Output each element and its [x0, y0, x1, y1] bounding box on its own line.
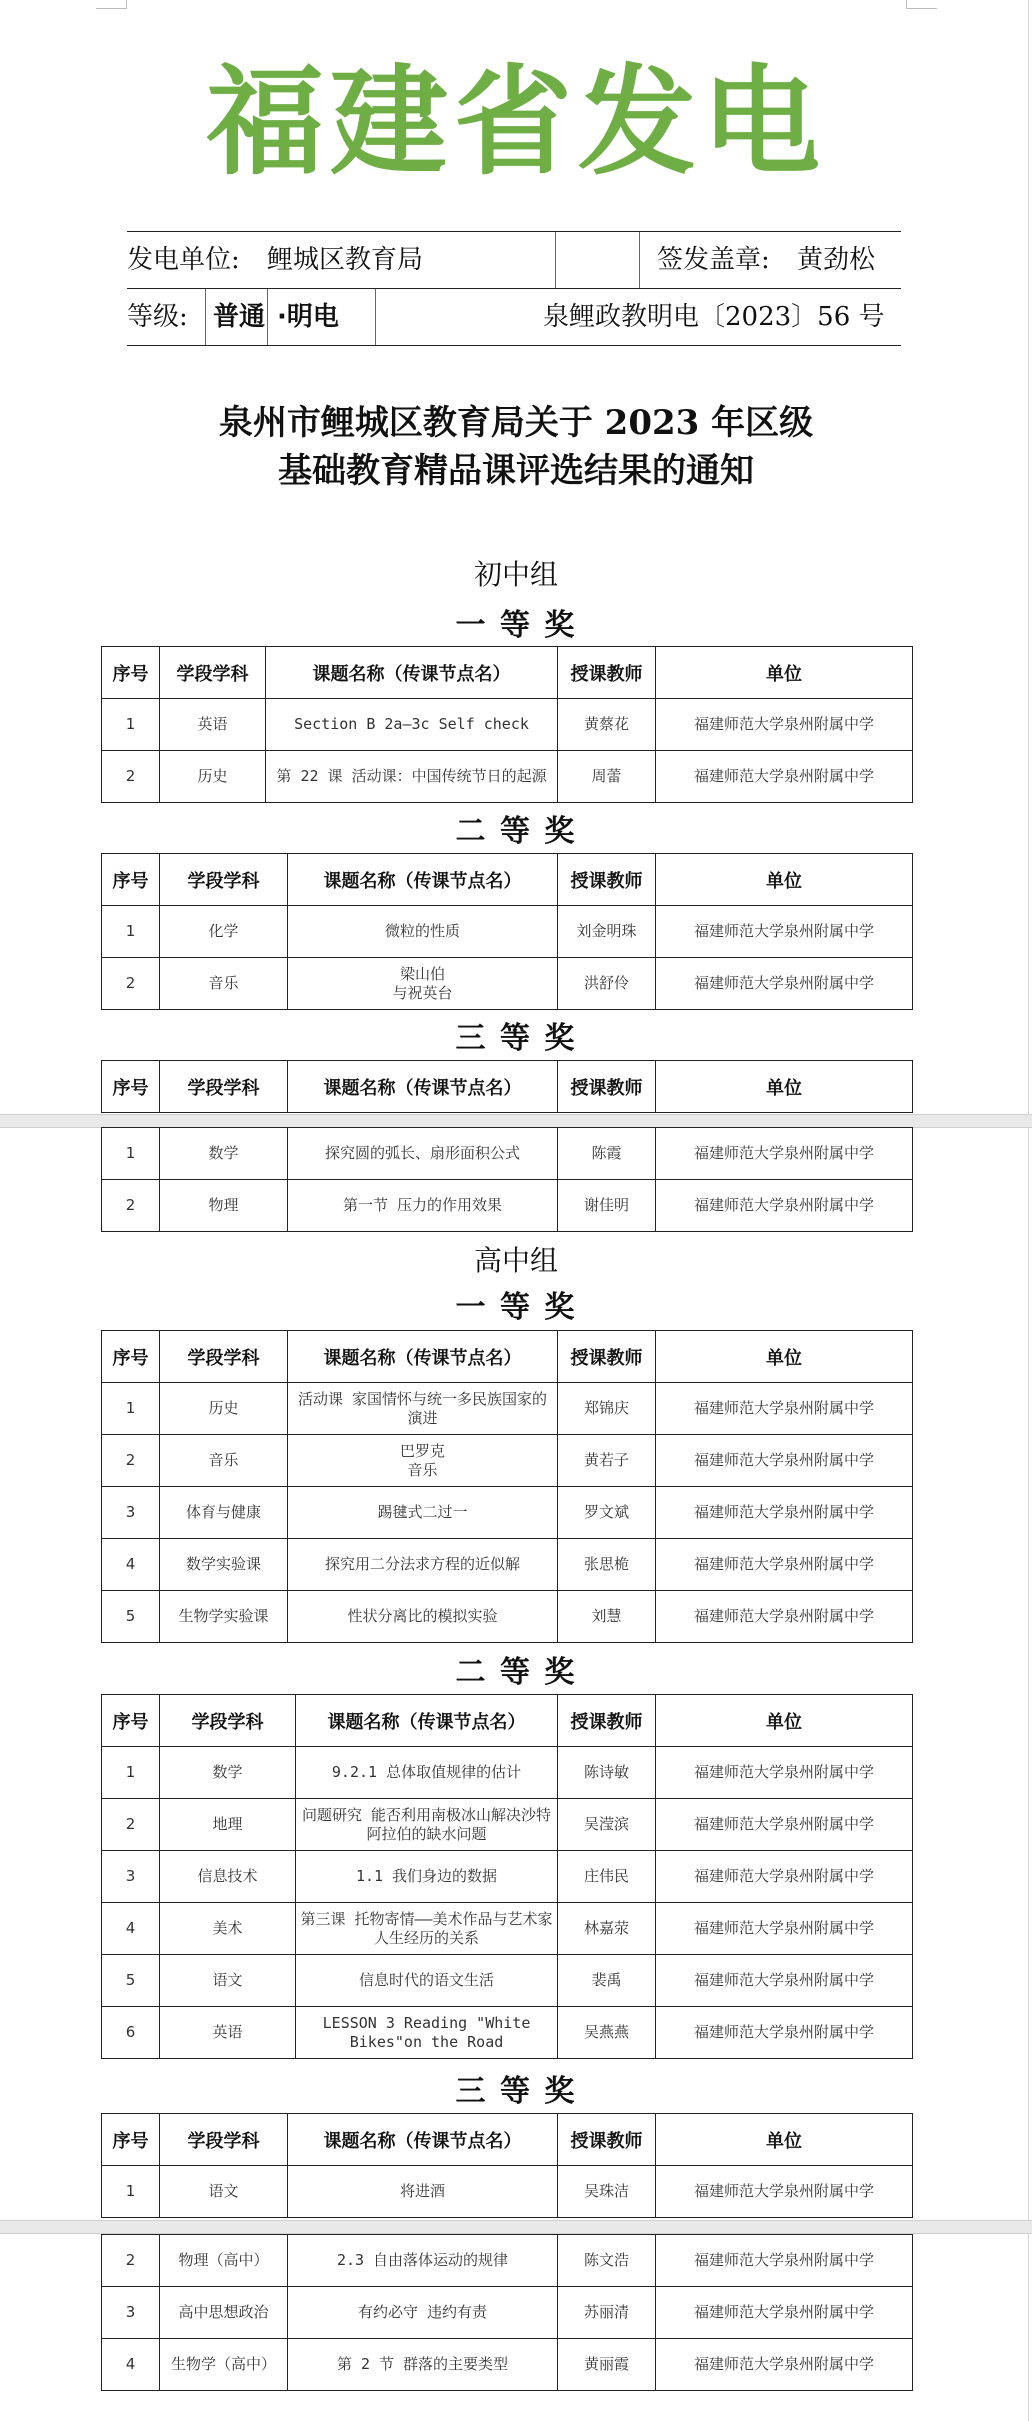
- cell-index: 6: [102, 2007, 160, 2059]
- cell-unit: 福建师范大学泉州附属中学: [656, 1851, 913, 1903]
- award-heading-first: 一 等 奖: [455, 1290, 577, 1325]
- cell-index: 1: [102, 2166, 160, 2218]
- cell-teacher: 黄若子: [558, 1435, 656, 1487]
- cell-index: 5: [102, 1591, 160, 1643]
- page-corner-mark: [96, 0, 127, 9]
- cell-subject: 信息技术: [160, 1851, 296, 1903]
- cell-topic: 有约必守 违约有责: [288, 2287, 558, 2339]
- table-row: [102, 2339, 913, 2391]
- cell-teacher: 罗文斌: [558, 1487, 656, 1539]
- cell-unit: 福建师范大学泉州附属中学: [656, 2166, 913, 2218]
- table-junior-second: [101, 853, 913, 1010]
- cell-index: 1: [102, 906, 160, 958]
- cell-subject: 美术: [160, 1903, 296, 1955]
- table-row: [102, 1128, 913, 1180]
- col-header-subject: 学段学科: [160, 2114, 288, 2166]
- cell-teacher: 陈诗敏: [558, 1747, 656, 1799]
- cell-subject: 英语: [160, 2007, 296, 2059]
- doc-title-line1: 泉州市鲤城区教育局关于 2023 年区级: [218, 403, 814, 443]
- table-row: [102, 1180, 913, 1232]
- cell-index: 2: [102, 2235, 160, 2287]
- level-value: 普通: [213, 302, 266, 332]
- cell-unit: 福建师范大学泉州附属中学: [656, 1747, 913, 1799]
- cell-teacher: 黄丽霞: [558, 2339, 656, 2391]
- table-senior-third-a: [101, 2113, 913, 2218]
- cell-topic: 将进酒: [288, 2166, 558, 2218]
- table-row: [102, 1851, 913, 1903]
- cell-topic: 2.3 自由落体运动的规律: [288, 2235, 558, 2287]
- cell-teacher: 吴滢滨: [558, 1799, 656, 1851]
- cell-index: 4: [102, 1903, 160, 1955]
- cell-subject: 历史: [160, 751, 266, 803]
- table-row: [102, 1591, 913, 1643]
- cell-unit: 福建师范大学泉州附属中学: [656, 1435, 913, 1487]
- table-junior-first: [101, 646, 913, 803]
- cell-teacher: 苏丽清: [558, 2287, 656, 2339]
- cell-index: 3: [102, 1487, 160, 1539]
- cell-topic: 第一节 压力的作用效果: [288, 1180, 558, 1232]
- col-header-topic: 课题名称（传课节点名）: [288, 1331, 558, 1383]
- cell-index: 2: [102, 751, 160, 803]
- cell-subject: 音乐: [160, 958, 288, 1010]
- table-junior-third-header: [101, 1060, 913, 1113]
- col-header-unit: 单位: [656, 1061, 913, 1113]
- cell-unit: 福建师范大学泉州附属中学: [656, 1955, 913, 2007]
- col-header-index: 序号: [102, 2114, 160, 2166]
- table-row: [102, 2166, 913, 2218]
- col-header-teacher: 授课教师: [558, 1061, 656, 1113]
- meta-row-sender: [127, 231, 901, 289]
- cell-subject: 生物学实验课: [160, 1591, 288, 1643]
- cell-topic: LESSON 3 Reading "White Bikes"on the Road: [296, 2007, 558, 2059]
- col-header-teacher: 授课教师: [558, 1695, 656, 1747]
- cell-topic: 梁山伯 与祝英台: [288, 958, 558, 1010]
- sender-label: 发电单位:: [127, 245, 240, 275]
- cell-unit: 福建师范大学泉州附属中学: [656, 1180, 913, 1232]
- cell-unit: 福建师范大学泉州附属中学: [656, 1487, 913, 1539]
- cell-topic: 9.2.1 总体取值规律的估计: [296, 1747, 558, 1799]
- cell-unit: 福建师范大学泉州附属中学: [656, 2007, 913, 2059]
- signer-value: 黄劲松: [797, 245, 876, 275]
- cell-index: 1: [102, 1747, 160, 1799]
- table-row: [102, 1955, 913, 2007]
- cell-teacher: 洪舒伶: [558, 958, 656, 1010]
- table-row: [102, 2007, 913, 2059]
- cell-subject: 语文: [160, 2166, 288, 2218]
- cell-subject: 体育与健康: [160, 1487, 288, 1539]
- table-senior-second: [101, 1694, 913, 2059]
- col-header-topic: 课题名称（传课节点名）: [296, 1695, 558, 1747]
- page-corner-mark: [906, 0, 937, 9]
- cell-unit: 福建师范大学泉州附属中学: [656, 1539, 913, 1591]
- col-header-index: 序号: [102, 647, 160, 699]
- award-heading-second: 二 等 奖: [455, 814, 577, 849]
- meta-row-level: [127, 289, 901, 346]
- cell-unit: 福建师范大学泉州附属中学: [656, 2287, 913, 2339]
- col-header-subject: 学段学科: [160, 1695, 296, 1747]
- cell-unit: 福建师范大学泉州附属中学: [656, 1799, 913, 1851]
- cell-topic: 活动课 家国情怀与统一多民族国家的演进: [288, 1383, 558, 1435]
- table-row: [102, 1799, 913, 1851]
- award-heading-third: 三 等 奖: [455, 2074, 577, 2109]
- telegram-header-title: 福建省发电: [205, 52, 826, 191]
- cell-subject: 高中思想政治: [160, 2287, 288, 2339]
- cell-teacher: 裴禹: [558, 1955, 656, 2007]
- cell-topic: 探究用二分法求方程的近似解: [288, 1539, 558, 1591]
- cell-index: 2: [102, 1799, 160, 1851]
- cell-index: 5: [102, 1955, 160, 2007]
- award-heading-second: 二 等 奖: [455, 1655, 577, 1690]
- group-heading-junior: 初中组: [473, 558, 558, 591]
- telegram-meta-box: [127, 231, 901, 346]
- cell-subject: 英语: [160, 699, 266, 751]
- cell-subject: 音乐: [160, 1435, 288, 1487]
- col-header-subject: 学段学科: [160, 647, 266, 699]
- page-break: [0, 2220, 1032, 2234]
- page-break: [0, 1114, 1032, 1128]
- cell-topic: 性状分离比的模拟实验: [288, 1591, 558, 1643]
- level-extra: ·明电: [277, 302, 339, 332]
- col-header-topic: 课题名称（传课节点名）: [288, 854, 558, 906]
- cell-topic: 第 2 节 群落的主要类型: [288, 2339, 558, 2391]
- cell-index: 2: [102, 1180, 160, 1232]
- cell-subject: 物理（高中）: [160, 2235, 288, 2287]
- cell-unit: 福建师范大学泉州附属中学: [656, 1128, 913, 1180]
- cell-topic: 踢毽式二过一: [288, 1487, 558, 1539]
- doc-title-line2: 基础教育精品课评选结果的通知: [278, 451, 754, 491]
- cell-topic: 第三课 托物寄情——美术作品与艺术家人生经历的关系: [296, 1903, 558, 1955]
- cell-topic: 第 22 课 活动课：中国传统节日的起源: [266, 751, 558, 803]
- cell-teacher: 陈文浩: [558, 2235, 656, 2287]
- table-senior-first: [101, 1330, 913, 1643]
- table-row: [102, 1435, 913, 1487]
- table-row: [102, 1539, 913, 1591]
- col-header-index: 序号: [102, 1695, 160, 1747]
- cell-teacher: 谢佳明: [558, 1180, 656, 1232]
- signer-label: 签发盖章:: [657, 245, 770, 275]
- table-row: [102, 958, 913, 1010]
- cell-index: 4: [102, 2339, 160, 2391]
- table-senior-third-b: [101, 2234, 913, 2391]
- col-header-topic: 课题名称（传课节点名）: [288, 2114, 558, 2166]
- cell-teacher: 周蕾: [558, 751, 656, 803]
- cell-teacher: 刘慧: [558, 1591, 656, 1643]
- cell-index: 4: [102, 1539, 160, 1591]
- cell-teacher: 郑锦庆: [558, 1383, 656, 1435]
- col-header-unit: 单位: [656, 647, 913, 699]
- table-row: [102, 906, 913, 958]
- cell-index: 1: [102, 1128, 160, 1180]
- table-row: [102, 1487, 913, 1539]
- cell-topic: 巴罗克 音乐: [288, 1435, 558, 1487]
- cell-subject: 语文: [160, 1955, 296, 2007]
- cell-unit: 福建师范大学泉州附属中学: [656, 906, 913, 958]
- col-header-teacher: 授课教师: [558, 1331, 656, 1383]
- cell-subject: 数学: [160, 1747, 296, 1799]
- col-header-subject: 学段学科: [160, 1331, 288, 1383]
- cell-topic: 微粒的性质: [288, 906, 558, 958]
- cell-unit: 福建师范大学泉州附属中学: [656, 2339, 913, 2391]
- cell-subject: 数学: [160, 1128, 288, 1180]
- col-header-index: 序号: [102, 1331, 160, 1383]
- cell-topic: 探究圆的弧长、扇形面积公式: [288, 1128, 558, 1180]
- cell-teacher: 张思桅: [558, 1539, 656, 1591]
- cell-teacher: 庄伟民: [558, 1851, 656, 1903]
- table-junior-third: [101, 1127, 913, 1232]
- table-row: [102, 699, 913, 751]
- cell-subject: 地理: [160, 1799, 296, 1851]
- cell-topic: 1.1 我们身边的数据: [296, 1851, 558, 1903]
- cell-unit: 福建师范大学泉州附属中学: [656, 1383, 913, 1435]
- col-header-subject: 学段学科: [160, 1061, 288, 1113]
- cell-subject: 化学: [160, 906, 288, 958]
- table-row: [102, 1903, 913, 1955]
- cell-unit: 福建师范大学泉州附属中学: [656, 699, 913, 751]
- award-heading-third: 三 等 奖: [455, 1021, 577, 1056]
- col-header-unit: 单位: [656, 1331, 913, 1383]
- cell-topic: 信息时代的语文生活: [296, 1955, 558, 2007]
- col-header-index: 序号: [102, 854, 160, 906]
- cell-index: 1: [102, 699, 160, 751]
- cell-index: 3: [102, 2287, 160, 2339]
- cell-topic: 问题研究 能否利用南极冰山解决沙特阿拉伯的缺水问题: [296, 1799, 558, 1851]
- cell-unit: 福建师范大学泉州附属中学: [656, 2235, 913, 2287]
- cell-unit: 福建师范大学泉州附属中学: [656, 958, 913, 1010]
- cell-teacher: 黄蔡花: [558, 699, 656, 751]
- table-row: [102, 751, 913, 803]
- cell-teacher: 吴珠洁: [558, 2166, 656, 2218]
- col-header-topic: 课题名称（传课节点名）: [288, 1061, 558, 1113]
- col-header-teacher: 授课教师: [558, 854, 656, 906]
- cell-teacher: 林嘉荥: [558, 1903, 656, 1955]
- cell-index: 3: [102, 1851, 160, 1903]
- col-header-teacher: 授课教师: [558, 2114, 656, 2166]
- level-label: 等级:: [127, 302, 188, 332]
- col-header-unit: 单位: [656, 1695, 913, 1747]
- cell-unit: 福建师范大学泉州附属中学: [656, 751, 913, 803]
- group-heading-senior: 高中组: [473, 1244, 558, 1277]
- cell-subject: 历史: [160, 1383, 288, 1435]
- col-header-teacher: 授课教师: [558, 647, 656, 699]
- cell-teacher: 陈霞: [558, 1128, 656, 1180]
- doc-number: 泉鲤政教明电〔2023〕56 号: [543, 302, 885, 332]
- page-edge: [1028, 0, 1029, 2421]
- cell-unit: 福建师范大学泉州附属中学: [656, 1591, 913, 1643]
- cell-subject: 数学实验课: [160, 1539, 288, 1591]
- col-header-index: 序号: [102, 1061, 160, 1113]
- sender-value: 鲤城区教育局: [267, 245, 424, 275]
- table-row: [102, 2287, 913, 2339]
- cell-topic: Section B 2a—3c Self check: [266, 699, 558, 751]
- table-row: [102, 2235, 913, 2287]
- cell-index: 2: [102, 958, 160, 1010]
- col-header-unit: 单位: [656, 2114, 913, 2166]
- table-row: [102, 1383, 913, 1435]
- cell-index: 1: [102, 1383, 160, 1435]
- cell-subject: 生物学（高中）: [160, 2339, 288, 2391]
- cell-unit: 福建师范大学泉州附属中学: [656, 1903, 913, 1955]
- cell-teacher: 刘金明珠: [558, 906, 656, 958]
- col-header-unit: 单位: [656, 854, 913, 906]
- award-heading-first: 一 等 奖: [455, 608, 577, 643]
- cell-teacher: 吴燕燕: [558, 2007, 656, 2059]
- cell-index: 2: [102, 1435, 160, 1487]
- table-row: [102, 1747, 913, 1799]
- col-header-subject: 学段学科: [160, 854, 288, 906]
- cell-subject: 物理: [160, 1180, 288, 1232]
- col-header-topic: 课题名称（传课节点名）: [266, 647, 558, 699]
